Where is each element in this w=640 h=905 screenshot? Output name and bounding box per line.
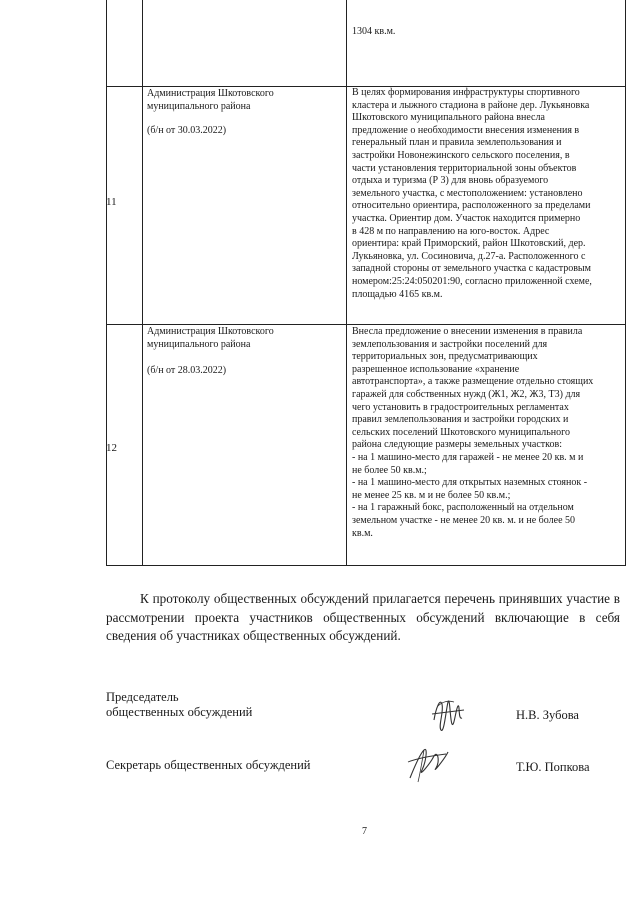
description-line: правил землепользования и застройки городских и [352, 414, 569, 426]
proposals-table [106, 0, 632, 566]
description-line: участка. Ориентир дом. Участок находится примерно [352, 212, 581, 224]
description-line: земельного участка, с местоположением: установлено [352, 187, 583, 199]
description-line: земельном участке - не менее 20 кв. м. и не более 50 [352, 514, 576, 526]
description-line: района следующие размеры земельных участков: [352, 439, 562, 451]
chair-label [106, 690, 252, 720]
description-line: части установления территориальной зоны объектов [352, 162, 577, 174]
description-line: В целях формирования инфраструктуры спортивного [352, 87, 580, 98]
description-line: - на 1 машино-место для открытых наземных стоянок - [352, 477, 588, 489]
row-number: 11 [106, 196, 117, 208]
description-line: предложение о необходимости внесения изменения в [352, 124, 580, 136]
description-line: гаражей для собственных нужд (Ж1, Ж2, Ж3, Т3) для [352, 388, 581, 400]
description-line: в 428 м по направлению на юго-восток. Адрес [352, 225, 550, 237]
description-line: кластера и лыжного стадиона в районе дер. Лукьяновка [352, 99, 590, 111]
page-number: 7 [362, 826, 367, 837]
secretary-signature-image [400, 740, 456, 786]
description-line: сельских поселений Шкотовского муниципального [352, 426, 570, 438]
description-line: землепользования и застройки поселений для [352, 338, 548, 350]
description-line: не более 50 кв.м.; [352, 464, 427, 476]
row-author: Администрация Шкотовского муниципального района [147, 88, 274, 112]
row-reference: (б/н от 30.03.2022) [147, 125, 227, 136]
description-line: не менее 25 кв. м и не более 50 кв.м.; [352, 489, 511, 501]
description-line: разрешенное использование «хранение [352, 363, 520, 375]
description-line: территориальных зон, предусматривающих [352, 351, 538, 363]
description-line: площадью 4165 кв.м. [352, 288, 443, 300]
description-line: застройки Новонежинского сельского поселения, в [352, 149, 570, 161]
chair-label-line1: Председатель [106, 690, 179, 704]
description-line: Лукьяновка, ул. Сосиновича, д.27-а. Расположенного с [352, 250, 586, 262]
description-line: ориентира: край Приморский, район Шкотовский, дер. [352, 238, 586, 250]
description-line: чего установить в градостроительных регламентах [352, 401, 569, 413]
description-line: Внесла предложение о внесении изменения в правила [352, 326, 583, 337]
continued-cell-text: 1304 кв.м. [352, 26, 396, 37]
description-line: западной стороны от земельного участка с кадастровым [352, 263, 591, 275]
description-line: относительно ориентира, расположенного за пределами [352, 200, 591, 212]
description-line: отдыха и туризма (Р 3) для вновь образуемого [352, 175, 549, 187]
description-line: - на 1 машино-место для гаражей - не менее 20 кв. м и [352, 451, 584, 463]
description-line: автотранспорта», а также размещение отдельно стоящих [352, 376, 594, 388]
row-author: Администрация Шкотовского муниципального района [147, 326, 274, 350]
row-description [352, 326, 627, 540]
chair-signature-image [428, 690, 468, 738]
description-line: генеральный план и правила землепользования и [352, 137, 562, 149]
chair-label-line2: общественных обсуждений [106, 705, 253, 719]
attachment-paragraph: К протоколу общественных обсуждений прилагается перечень принявших участие в рассмотрении проекта участников общественных обсуждений включающие в себя сведения об участниках общественных обсуждений. [106, 591, 620, 643]
description-line: Шкотовского муниципального района внесла [352, 112, 545, 124]
description-line: - на 1 гаражный бокс, расположенный на отдельном [352, 502, 574, 514]
secretary-label: Секретарь общественных обсуждений [106, 758, 311, 772]
row-reference: (б/н от 28.03.2022) [147, 365, 227, 376]
row-description [352, 87, 627, 301]
description-line: кв.м. [352, 527, 373, 539]
row-number: 12 [106, 442, 117, 454]
chair-name: Н.В. Зубова [516, 708, 579, 722]
description-line: номером:25:24:050201:90, согласно приложенной схеме, [352, 275, 592, 287]
secretary-name: Т.Ю. Попкова [516, 760, 590, 774]
